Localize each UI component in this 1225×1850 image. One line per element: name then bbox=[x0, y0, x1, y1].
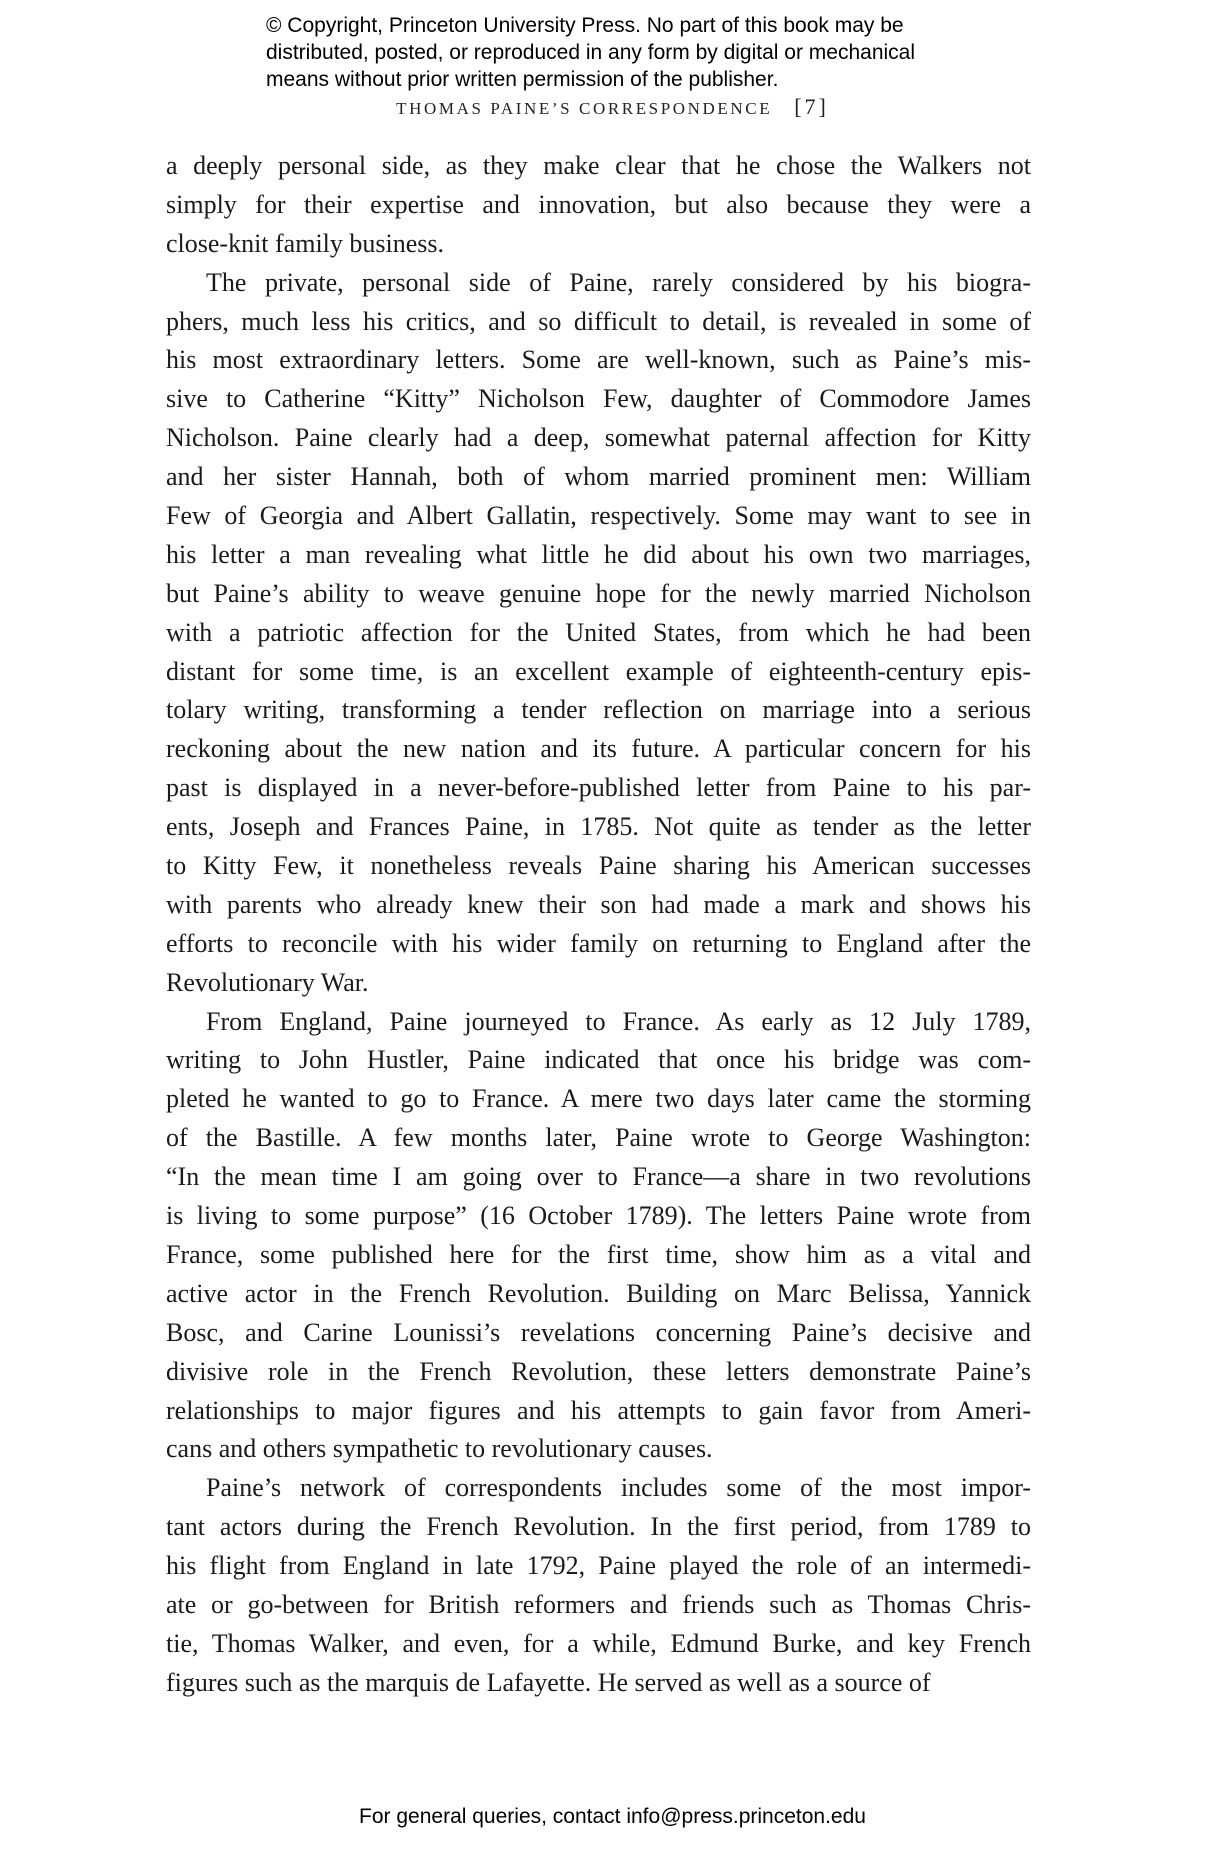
text-line: active actor in the French Revolution. Building on Marc Belissa, Yannick bbox=[166, 1278, 1031, 1308]
text-line: The private, personal side of Paine, rarely considered by his biogra- bbox=[206, 267, 1031, 297]
text-line: with a patriotic affection for the United States, from which he had been bbox=[166, 617, 1031, 647]
text-line: cans and others sympathetic to revolutionary causes. bbox=[166, 1434, 713, 1464]
text-line: his most extraordinary letters. Some are well-known, such as Paine’s mis- bbox=[166, 345, 1031, 375]
page-number: [7] bbox=[794, 94, 829, 119]
text-line: efforts to reconcile with his wider family on returning to England after the bbox=[166, 928, 1031, 958]
text-line: ate or go-between for British reformers and friends such as Thomas Chris- bbox=[166, 1589, 1031, 1619]
text-line: tant actors during the French Revolution. In the first period, from 1789 to bbox=[166, 1512, 1031, 1542]
text-line: close-knit family business. bbox=[166, 228, 445, 258]
text-line: sive to Catherine “Kitty” Nicholson Few, daughter of Commodore James bbox=[166, 384, 1031, 414]
copyright-line: distributed, posted, or reproduced in any form by digital or mechanical bbox=[266, 41, 916, 64]
text-line: relationships to major figures and his attempts to gain favor from Ameri- bbox=[166, 1395, 1031, 1425]
running-head-title: THOMAS PAINE’S CORRESPONDENCE bbox=[396, 99, 773, 118]
running-head bbox=[0, 94, 1225, 120]
text-line: ents, Joseph and Frances Paine, in 1785. Not quite as tender as the letter bbox=[166, 812, 1031, 842]
copyright-line: © Copyright, Princeton University Press. No part of this book may be bbox=[266, 14, 904, 37]
text-line: his flight from England in late 1792, Paine played the role of an intermedi- bbox=[166, 1551, 1031, 1581]
text-line: pleted he wanted to go to France. A mere two days later came the storming bbox=[166, 1084, 1031, 1114]
paragraph bbox=[166, 147, 1031, 264]
text-line: but Paine’s ability to weave genuine hope for the newly married Nicholson bbox=[166, 578, 1031, 608]
copyright-line: means without prior written permission of the publisher. bbox=[266, 68, 779, 91]
text-line: tie, Thomas Walker, and even, for a while, Edmund Burke, and key French bbox=[166, 1628, 1031, 1658]
text-line: and her sister Hannah, both of whom married prominent men: William bbox=[166, 462, 1031, 492]
text-line: Paine’s network of correspondents includes some of the most impor- bbox=[206, 1473, 1031, 1503]
paragraph bbox=[166, 264, 1031, 1003]
text-line: to Kitty Few, it nonetheless reveals Paine sharing his American successes bbox=[166, 851, 1031, 881]
text-line: figures such as the marquis de Lafayette. He served as well as a source of bbox=[166, 1667, 931, 1697]
paragraph bbox=[166, 1469, 1031, 1702]
text-line: Nicholson. Paine clearly had a deep, somewhat paternal affection for Kitty bbox=[166, 423, 1031, 453]
text-line: with parents who already knew their son had made a mark and shows his bbox=[166, 889, 1031, 919]
text-line: tolary writing, transforming a tender reflection on marriage into a serious bbox=[166, 695, 1031, 725]
text-line: divisive role in the French Revolution, these letters demonstrate Paine’s bbox=[166, 1356, 1031, 1386]
text-line: “In the mean time I am going over to France—a share in two revolutions bbox=[166, 1162, 1031, 1192]
footer-contact: For general queries, contact info@press.princeton.edu bbox=[359, 1805, 866, 1828]
text-line: From England, Paine journeyed to France. As early as 12 July 1789, bbox=[206, 1006, 1031, 1036]
text-line: past is displayed in a never-before-published letter from Paine to his par- bbox=[166, 773, 1031, 803]
text-line: his letter a man revealing what little he did about his own two marriages, bbox=[166, 539, 1031, 569]
paragraph bbox=[166, 1003, 1031, 1470]
text-line: Bosc, and Carine Lounissi’s revelations concerning Paine’s decisive and bbox=[166, 1317, 1031, 1347]
text-line: writing to John Hustler, Paine indicated that once his bridge was com- bbox=[166, 1045, 1031, 1075]
text-line: is living to some purpose” (16 October 1789). The letters Paine wrote from bbox=[166, 1201, 1031, 1231]
text-line: Few of Georgia and Albert Gallatin, respectively. Some may want to see in bbox=[166, 501, 1031, 531]
text-line: simply for their expertise and innovation, but also because they were a bbox=[166, 189, 1031, 219]
text-line: of the Bastille. A few months later, Paine wrote to George Washington: bbox=[166, 1123, 1031, 1153]
text-line: Revolutionary War. bbox=[166, 967, 369, 997]
text-line: distant for some time, is an excellent example of eighteenth-century epis- bbox=[166, 656, 1031, 686]
copyright-notice bbox=[266, 12, 986, 93]
text-line: phers, much less his critics, and so difficult to detail, is revealed in some of bbox=[166, 306, 1031, 336]
body-text bbox=[166, 147, 1031, 1703]
text-line: a deeply personal side, as they make clear that he chose the Walkers not bbox=[166, 151, 1031, 180]
text-line: reckoning about the new nation and its future. A particular concern for his bbox=[166, 734, 1031, 764]
text-line: France, some published here for the first time, show him as a vital and bbox=[166, 1239, 1031, 1269]
